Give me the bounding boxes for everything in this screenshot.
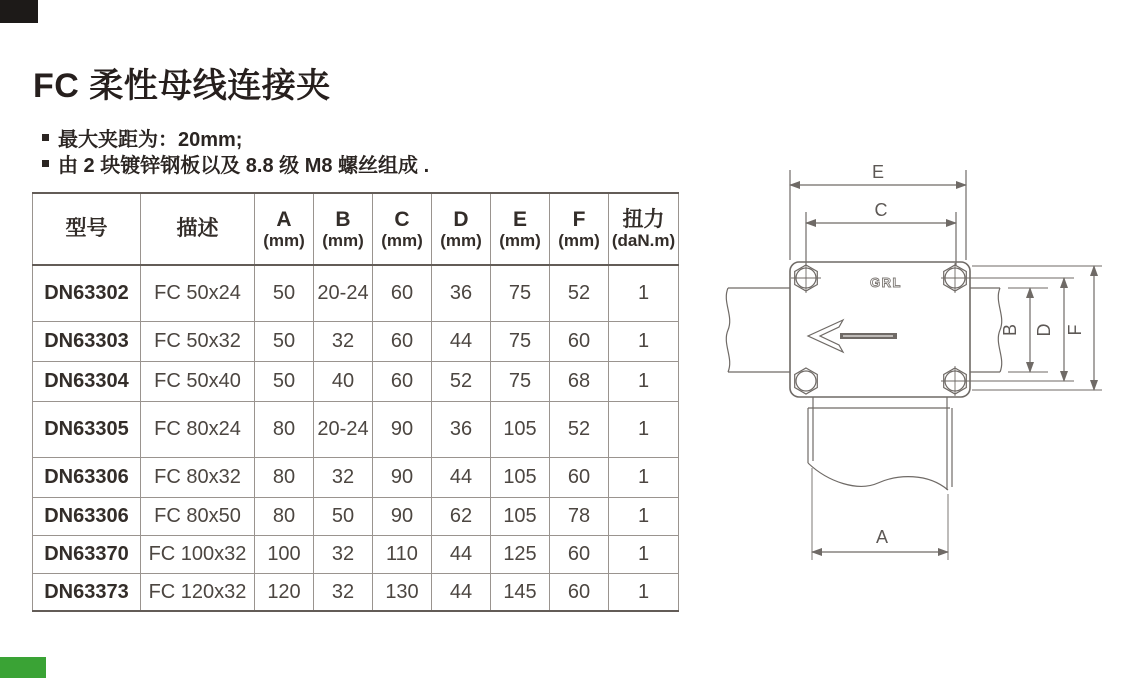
cell-desc: FC 80x32	[141, 457, 255, 497]
cell-torque: 1	[609, 265, 679, 321]
table-row	[33, 401, 679, 457]
cell-torque: 1	[609, 401, 679, 457]
cell-c: 60	[373, 361, 432, 401]
cell-desc: FC 50x40	[141, 361, 255, 401]
bullet-text: 由 2 块镀锌钢板以及 8.8 级 M8 螺丝组成 .	[58, 154, 430, 177]
cell-a: 80	[255, 497, 314, 535]
cell-e: 105	[491, 457, 550, 497]
cell-c: 110	[373, 535, 432, 573]
direction-arrow-icon	[808, 320, 897, 352]
cell-torque: 1	[609, 497, 679, 535]
dimension-c	[806, 200, 956, 266]
cell-a: 80	[255, 457, 314, 497]
col-header-torque: 扭力 (daN.m)	[609, 193, 679, 265]
dim-label-c: C	[874, 200, 888, 220]
cell-a: 50	[255, 361, 314, 401]
dim-label-e: E	[871, 162, 885, 182]
cell-desc: FC 100x32	[141, 535, 255, 573]
col-header-desc: 描述	[141, 193, 255, 265]
bullet-square-icon	[42, 160, 49, 167]
cell-f: 78	[550, 497, 609, 535]
cell-model: DN63304	[33, 361, 141, 401]
busbar-left	[726, 288, 790, 372]
cell-b: 20-24	[314, 265, 373, 321]
cell-model: DN63373	[33, 573, 141, 611]
dim-label-f: F	[1065, 324, 1085, 336]
clamp-dimension-drawing	[700, 150, 1130, 578]
cell-a: 80	[255, 401, 314, 457]
cell-c: 90	[373, 401, 432, 457]
cell-desc: FC 50x24	[141, 265, 255, 321]
busbar-bottom	[808, 397, 952, 490]
cell-d: 44	[432, 535, 491, 573]
spec-table	[32, 192, 679, 612]
bullet-square-icon	[42, 134, 49, 141]
bullet-item	[42, 124, 429, 150]
col-header-model: 型号	[33, 193, 141, 265]
dim-label-d: D	[1034, 323, 1054, 337]
cell-d: 36	[432, 265, 491, 321]
feature-bullets	[42, 124, 429, 176]
cell-model: DN63305	[33, 401, 141, 457]
cell-c: 90	[373, 457, 432, 497]
bolt-bottom-left	[795, 368, 818, 394]
table-header-row	[33, 193, 679, 265]
cell-a: 100	[255, 535, 314, 573]
col-header-b: B (mm)	[314, 193, 373, 265]
cell-desc: FC 120x32	[141, 573, 255, 611]
page-corner-tab-black	[0, 0, 38, 23]
cell-a: 50	[255, 321, 314, 361]
table-row	[33, 535, 679, 573]
cell-desc: FC 50x32	[141, 321, 255, 361]
cell-c: 130	[373, 573, 432, 611]
cell-d: 36	[432, 401, 491, 457]
cell-d: 62	[432, 497, 491, 535]
cell-f: 52	[550, 265, 609, 321]
cell-desc: FC 80x50	[141, 497, 255, 535]
table-row	[33, 457, 679, 497]
cell-e: 75	[491, 265, 550, 321]
cell-model: DN63370	[33, 535, 141, 573]
cell-e: 105	[491, 497, 550, 535]
cell-b: 40	[314, 361, 373, 401]
cell-model: DN63306	[33, 457, 141, 497]
page-title: FC 柔性母线连接夹	[33, 67, 331, 105]
table-row	[33, 497, 679, 535]
col-header-f: F (mm)	[550, 193, 609, 265]
cell-b: 32	[314, 535, 373, 573]
cell-f: 60	[550, 573, 609, 611]
busbar-right	[970, 288, 1002, 372]
cell-b: 32	[314, 321, 373, 361]
cell-e: 75	[491, 321, 550, 361]
cell-a: 50	[255, 265, 314, 321]
cell-f: 52	[550, 401, 609, 457]
col-header-e: E (mm)	[491, 193, 550, 265]
cell-d: 44	[432, 457, 491, 497]
cell-c: 60	[373, 265, 432, 321]
col-header-d: D (mm)	[432, 193, 491, 265]
cell-b: 32	[314, 573, 373, 611]
table-row	[33, 361, 679, 401]
technical-diagram	[700, 150, 1130, 578]
bolt-top-left	[791, 263, 821, 293]
cell-c: 90	[373, 497, 432, 535]
cell-torque: 1	[609, 535, 679, 573]
page-corner-tab-green	[0, 657, 46, 678]
bullet-item	[42, 150, 429, 176]
cell-model: DN63303	[33, 321, 141, 361]
cell-model: DN63302	[33, 265, 141, 321]
table-row	[33, 573, 679, 611]
brand-logo: GRL	[870, 275, 902, 290]
cell-a: 120	[255, 573, 314, 611]
cell-f: 60	[550, 535, 609, 573]
table-row	[33, 321, 679, 361]
cell-b: 20-24	[314, 401, 373, 457]
cell-e: 125	[491, 535, 550, 573]
cell-f: 60	[550, 321, 609, 361]
col-header-c: C (mm)	[373, 193, 432, 265]
dim-label-a: A	[875, 527, 889, 547]
cell-f: 60	[550, 457, 609, 497]
cell-f: 68	[550, 361, 609, 401]
cell-e: 75	[491, 361, 550, 401]
cell-torque: 1	[609, 457, 679, 497]
cell-model: DN63306	[33, 497, 141, 535]
cell-desc: FC 80x24	[141, 401, 255, 457]
cell-torque: 1	[609, 321, 679, 361]
cell-d: 52	[432, 361, 491, 401]
col-header-a: A (mm)	[255, 193, 314, 265]
cell-torque: 1	[609, 361, 679, 401]
cell-torque: 1	[609, 573, 679, 611]
table-row	[33, 265, 679, 321]
cell-e: 145	[491, 573, 550, 611]
cell-e: 105	[491, 401, 550, 457]
cell-d: 44	[432, 321, 491, 361]
bullet-text: 最大夹距为：20mm;	[58, 128, 243, 151]
dim-label-b: B	[1000, 323, 1020, 337]
cell-c: 60	[373, 321, 432, 361]
cell-d: 44	[432, 573, 491, 611]
cell-b: 50	[314, 497, 373, 535]
cell-b: 32	[314, 457, 373, 497]
